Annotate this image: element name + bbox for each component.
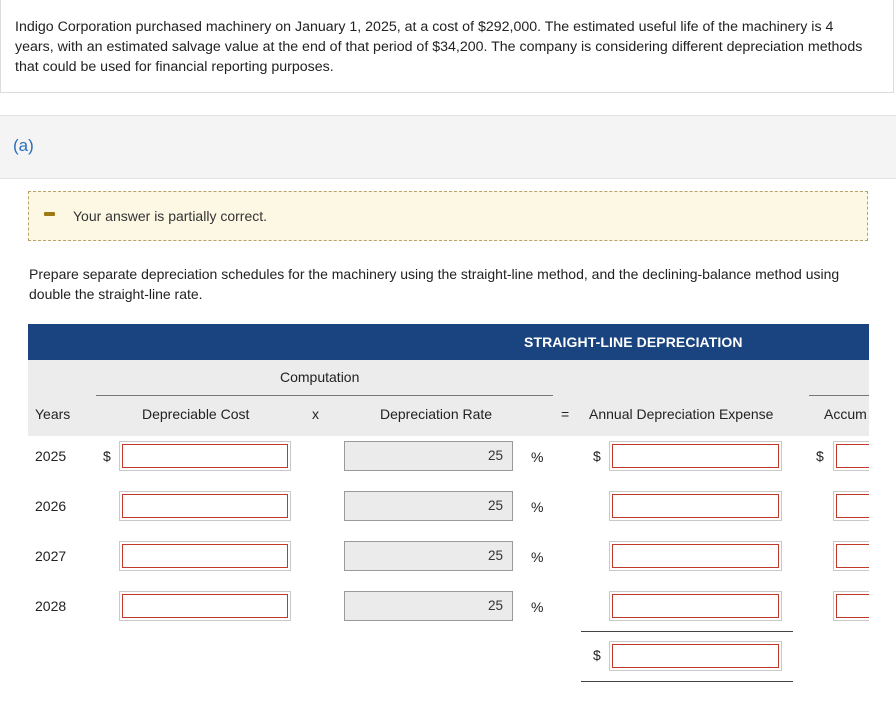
accumulated-input[interactable] bbox=[833, 491, 869, 521]
part-label: (a) bbox=[13, 136, 34, 155]
total-top-rule bbox=[581, 631, 793, 632]
percent-sign: % bbox=[531, 599, 544, 615]
annual-expense-input[interactable] bbox=[609, 591, 782, 621]
depreciation-rate-input[interactable]: 25 bbox=[344, 541, 513, 571]
instructions: Prepare separate depreciation schedules for the machinery using the straight-line method, and the declining-balance method using double the straight-line rate. bbox=[29, 266, 840, 302]
annual-expense-input[interactable] bbox=[609, 541, 782, 571]
annual-expense-input[interactable] bbox=[609, 491, 782, 521]
depreciation-rate-input[interactable]: 25 bbox=[344, 491, 513, 521]
depreciation-rate-input[interactable]: 25 bbox=[344, 591, 513, 621]
col-times: x bbox=[312, 406, 319, 422]
total-annual-expense-input[interactable] bbox=[609, 641, 782, 671]
dollar-sign: $ bbox=[816, 448, 824, 464]
depreciable-cost-input[interactable] bbox=[119, 441, 291, 471]
percent-sign: % bbox=[531, 449, 544, 465]
depreciable-cost-input[interactable] bbox=[119, 491, 291, 521]
accumulated-input[interactable] bbox=[833, 591, 869, 621]
row-year: 2028 bbox=[35, 598, 67, 614]
column-header-row bbox=[28, 360, 869, 436]
total-double-rule bbox=[581, 681, 793, 682]
accumulated-input[interactable] bbox=[833, 541, 869, 571]
computation-label: Computation bbox=[280, 369, 360, 385]
computation-divider bbox=[96, 395, 553, 396]
row-year: 2027 bbox=[35, 548, 67, 564]
depreciation-rate-input[interactable]: 25 bbox=[344, 441, 513, 471]
col-accumulated: Accum bbox=[824, 406, 867, 422]
feedback-text: Your answer is partially correct. bbox=[73, 208, 268, 224]
dollar-sign: $ bbox=[593, 647, 601, 663]
table-title: STRAIGHT-LINE DEPRECIATION bbox=[524, 334, 743, 350]
row-year: 2025 bbox=[35, 448, 67, 464]
col-equals: = bbox=[561, 406, 570, 422]
annual-expense-input[interactable] bbox=[609, 441, 782, 471]
row-year: 2026 bbox=[35, 498, 67, 514]
table-header bbox=[28, 324, 869, 360]
col-annual-expense: Annual Depreciation Expense bbox=[589, 406, 774, 422]
depreciable-cost-input[interactable] bbox=[119, 541, 291, 571]
depreciable-cost-input[interactable] bbox=[119, 591, 291, 621]
accumulated-input[interactable] bbox=[833, 441, 869, 471]
col-years: Years bbox=[35, 406, 71, 422]
col-depreciation-rate: Depreciation Rate bbox=[380, 406, 493, 422]
dollar-sign: $ bbox=[593, 448, 601, 464]
dollar-sign: $ bbox=[103, 448, 111, 464]
percent-sign: % bbox=[531, 499, 544, 515]
col-depreciable-cost: Depreciable Cost bbox=[142, 406, 250, 422]
accum-divider bbox=[809, 395, 869, 396]
problem-statement: Indigo Corporation purchased machinery on January 1, 2025, at a cost of $292,000. The estimated useful life of the machinery is 4 years, with an estimated salvage value at the end of that period of $34,200. The company is considering different depreciation methods that could be used for financial reporting purposes. bbox=[15, 19, 863, 75]
percent-sign: % bbox=[531, 549, 544, 565]
